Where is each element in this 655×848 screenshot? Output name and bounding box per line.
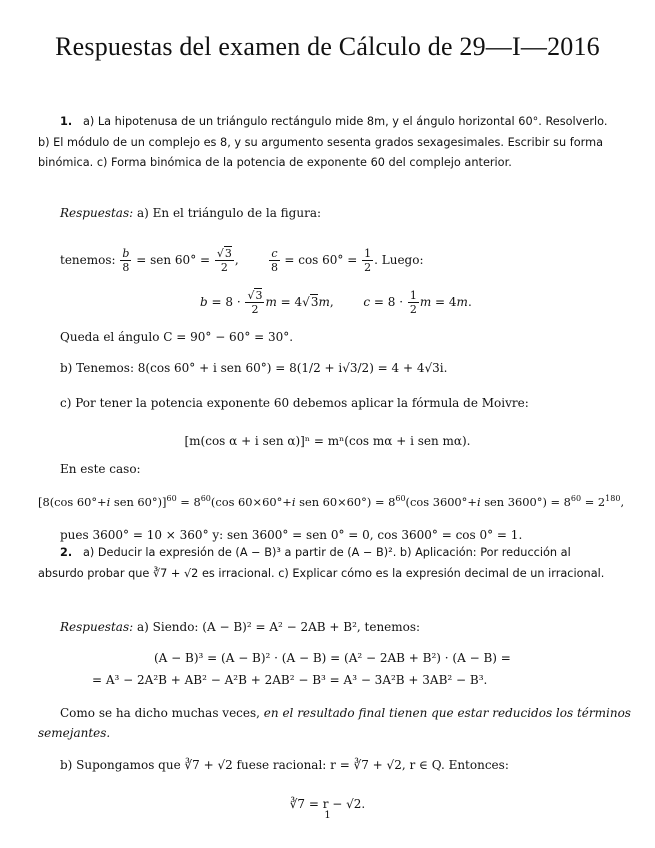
answer-1-intro-text: a) En el triángulo de la figura: [136, 206, 322, 220]
answer-1-en-este-caso: En este caso: [60, 462, 141, 476]
page-title: Respuestas del examen de Cálculo de 29—I—2016 [55, 32, 600, 61]
problem-1-line-3: binómica. c) Forma binómica de la potencia de exponente 60 del complejo anterior. [38, 156, 512, 169]
fraction-sqrt3-over-2: $\frac{√3}{2}$ [216, 247, 232, 274]
problem-1-line-2: b) El módulo de un complejo es 8, y su argumento sesenta grados sexagesimales. Escribir su forma [38, 136, 604, 149]
answer-1-label: Respuestas: [60, 206, 134, 220]
moivre-formula: [m(cos α + i sen α)]ⁿ = mⁿ(cos mα + i sen mα). [184, 434, 471, 448]
fraction-1-over-2: $\frac{1}{2}$ [364, 247, 372, 274]
fraction-c-over-8: $\frac{c}{8}$ [270, 247, 278, 274]
tenemos-label: tenemos: [60, 253, 116, 267]
answer-2-intro-text: a) Siendo: (A − B)² = A² − 2AB + B², tenemos: [136, 620, 421, 634]
problem-1-line-1 [60, 115, 607, 128]
problem-2-text-1: a) Deducir la expresión de (A − B)³ a partir de (A − B)². b) Aplicación: Por reducción al [82, 546, 571, 559]
answer-2-final-equation: ∛7 = r − √2. [289, 797, 366, 811]
problem-1-number: 1. [60, 115, 73, 128]
answer-1-part-b: b) Tenemos: 8(cos 60° + i sen 60°) = 8(1/2 + i√3/2) = 4 + 4√3i. [60, 361, 448, 375]
answer-2-remark-line-1 [60, 706, 631, 720]
page-number: 1 [324, 810, 331, 821]
answer-2-intro [60, 620, 420, 634]
problem-2-line-2: absurdo probar que ∛7 + √2 es irracional. c) Explicar cómo es la expresión decimal de un irracional. [38, 567, 605, 580]
answer-2-equation-1: (A − B)³ = (A − B)² · (A − B) = (A² − 2AB + B²) · (A − B) = [154, 651, 511, 665]
remark-plain: Como se ha dicho muchas veces, [60, 706, 260, 720]
answer-2-part-b: b) Supongamos que ∛7 + √2 fuese racional: r = ∛7 + √2, r ∈ Q. Entonces: [60, 758, 509, 772]
answer-1-tenemos-line: tenemos: $\frac{b}{8}$ = sen 60° = $\frac{√3}{2}$ , $\frac{c}{8}$ = cos 60° = $\frac{1}{2}$ . Luego: [60, 247, 424, 274]
problem-1-text-1: a) La hipotenusa de un triángulo rectángulo mide 8m, y el ángulo horizontal 60°. Resolverlo. [82, 115, 608, 128]
answer-1-intro [60, 206, 321, 220]
problem-2-line-1 [60, 546, 571, 559]
remark-italic-1: en el resultado final tienen que estar reducidos los términos [263, 706, 631, 720]
luego-label: Luego: [381, 253, 424, 267]
answer-1-power-computation: [8(cos 60°+i sen $60^\circ)]^{60} = 8^{60}(\cos$ 60×60°+i sen $60\times 60^\circ) = 8^{60}(\cos$ 3600°+i sen $3600^\circ) = 8^{60} = 2^{180}$, [38, 494, 625, 509]
answer-1-pues: pues 3600° = 10 × 360° y: sen 3600° = sen 0° = 0, cos 3600° = cos 0° = 1. [60, 528, 523, 542]
answer-1-part-c: c) Por tener la potencia exponente 60 debemos aplicar la fórmula de Moivre: [60, 396, 529, 410]
answer-2-label: Respuestas: [60, 620, 134, 634]
fraction-b-over-8: $\frac{b}{8}$ [122, 247, 130, 274]
answer-1-queda: Queda el ángulo C = 90° − 60° = 30°. [60, 330, 294, 344]
answer-2-remark-line-2: semejantes. [38, 726, 111, 740]
problem-2-number: 2. [60, 546, 73, 559]
answer-1-bc-values: b = 8 · $\frac{√3}{2}$ m = 4√3m, c = 8 · $\frac{1}{2}$ m = 4m. [200, 289, 472, 316]
answer-2-equation-2: = A³ − 2A²B + AB² − A²B + 2AB² − B³ = A³ − 3A²B + 3AB² − B³. [92, 673, 488, 687]
